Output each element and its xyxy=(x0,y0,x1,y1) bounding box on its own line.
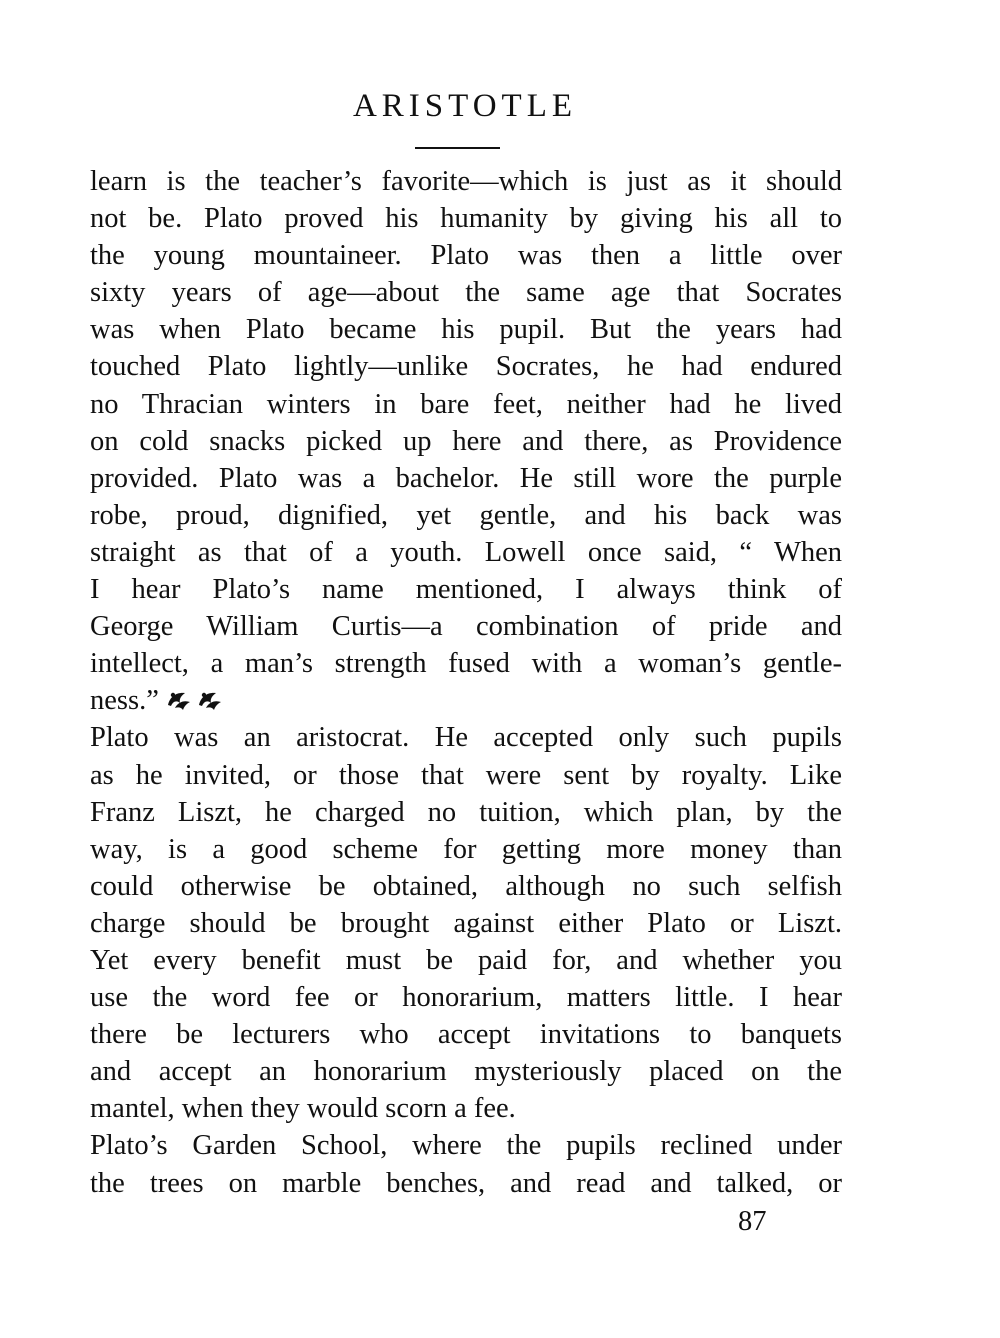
header-rule xyxy=(415,147,500,149)
text-line: sixty years of age—about the same age that Socrates xyxy=(90,277,842,309)
text-line: Plato’s Garden School, where the pupils reclined under xyxy=(90,1130,842,1162)
text-line: robe, proud, dignified, yet gentle, and his back was xyxy=(90,499,842,531)
text-line: I hear Plato’s name mentioned, I always think of xyxy=(90,574,842,606)
text-line: could otherwise be obtained, although no such selfish xyxy=(90,870,842,902)
text-line: and accept an honorarium mysteriously placed on the xyxy=(90,1056,842,1088)
body-text xyxy=(90,163,842,1202)
text-line: mantel, when they would scorn a fee. xyxy=(90,1093,516,1125)
leaf-ornament-icon xyxy=(165,684,227,721)
text-line-end: ness.” xyxy=(90,685,159,717)
text-line: the trees on marble benches, and read and talked, or xyxy=(90,1167,842,1199)
text-line: George William Curtis—a combination of pride and xyxy=(90,611,842,643)
text-line: touched Plato lightly—unlike Socrates, he had endured xyxy=(90,351,842,383)
text-line: provided. Plato was a bachelor. He still wore the purple xyxy=(90,462,842,494)
text-line: Plato was an aristocrat. He accepted only such pupils xyxy=(90,722,842,754)
text-line: straight as that of a youth. Lowell once said, “ When xyxy=(90,536,842,568)
text-line: way, is a good scheme for getting more money than xyxy=(90,833,842,865)
text-line: Franz Liszt, he charged no tuition, which plan, by the xyxy=(90,796,842,828)
text-line: on cold snacks picked up here and there, as Providence xyxy=(90,425,842,457)
text-line: was when Plato became his pupil. But the years had xyxy=(90,314,842,346)
running-head: ARISTOTLE xyxy=(352,88,578,124)
text-line: there be lecturers who accept invitations to banquets xyxy=(90,1019,842,1051)
text-line: intellect, a man’s strength fused with a woman’s gentle- xyxy=(90,648,842,680)
text-line: no Thracian winters in bare feet, neither had he lived xyxy=(90,388,842,420)
text-line: the young mountaineer. Plato was then a little over xyxy=(90,240,842,272)
text-line: learn is the teacher’s favorite—which is just as it should xyxy=(90,166,842,197)
text-line: Yet every benefit must be paid for, and whether you xyxy=(90,944,842,976)
text-line: as he invited, or those that were sent by royalty. Like xyxy=(90,759,842,791)
text-line: use the word fee or honorarium, matters little. I hear xyxy=(90,982,842,1014)
text-line: not be. Plato proved his humanity by giving his all to xyxy=(90,203,842,235)
text-line-with-ornament xyxy=(90,682,842,719)
page-number: 87 xyxy=(738,1206,767,1237)
text-line: charge should be brought against either Plato or Liszt. xyxy=(90,907,842,939)
